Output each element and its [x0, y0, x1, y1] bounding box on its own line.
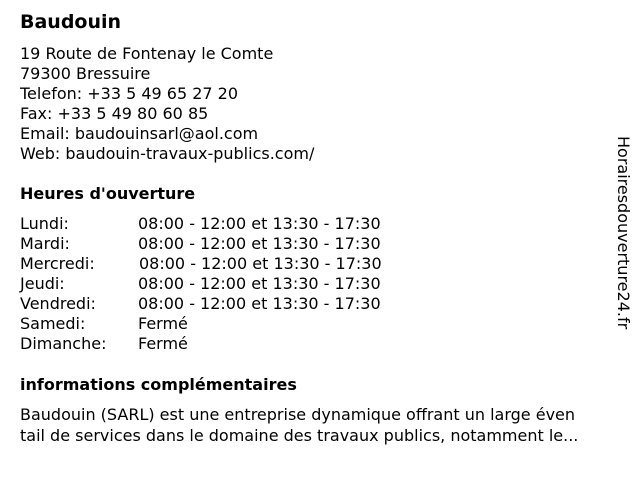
contact-block	[20, 44, 314, 164]
description-text	[20, 404, 578, 446]
address-street: 19 Route de Fontenay le Comte	[20, 44, 274, 63]
opening-hours-table	[20, 214, 440, 354]
description-line: Baudouin (SARL) est une entreprise dynamique offrant un large éven	[20, 405, 576, 424]
hours-heading: Heures d'ouverture	[20, 184, 196, 203]
hours-row-tuesday	[20, 234, 440, 254]
info-heading: informations complémentaires	[20, 375, 297, 394]
website: Web: baudouin-travaux-publics.com/	[20, 144, 315, 163]
time-value: Fermé	[138, 314, 188, 333]
description-line: tail de services dans le domaine des travaux publics, notamment le...	[20, 426, 579, 445]
hours-row-saturday	[20, 314, 440, 334]
hours-row-friday	[20, 294, 440, 314]
hours-row-sunday	[20, 334, 440, 354]
time-value: 08:00 - 12:00 et 13:30 - 17:30	[139, 254, 382, 273]
email: Email: baudouinsarl@aol.com	[20, 124, 259, 143]
hours-row-thursday	[20, 274, 440, 294]
day-label: Lundi:	[20, 214, 69, 233]
time-value: 08:00 - 12:00 et 13:30 - 17:30	[138, 214, 381, 233]
day-label: Dimanche:	[20, 334, 107, 353]
phone: Telefon: +33 5 49 65 27 20	[20, 84, 239, 103]
fax: Fax: +33 5 49 80 60 85	[20, 104, 209, 123]
hours-row-monday	[20, 214, 440, 234]
time-value: 08:00 - 12:00 et 13:30 - 17:30	[138, 274, 381, 293]
address-city: 79300 Bressuire	[20, 64, 151, 83]
day-label: Mercredi:	[20, 254, 95, 273]
time-value: 08:00 - 12:00 et 13:30 - 17:30	[138, 294, 381, 313]
hours-row-wednesday	[20, 254, 440, 274]
time-value: Fermé	[138, 334, 188, 353]
day-label: Mardi:	[20, 234, 70, 253]
day-label: Jeudi:	[20, 274, 65, 293]
business-name: Baudouin	[20, 11, 122, 33]
time-value: 08:00 - 12:00 et 13:30 - 17:30	[138, 234, 381, 253]
day-label: Samedi:	[20, 314, 86, 333]
day-label: Vendredi:	[20, 294, 96, 313]
site-watermark: Horairesdouverture24.fr	[614, 136, 633, 330]
